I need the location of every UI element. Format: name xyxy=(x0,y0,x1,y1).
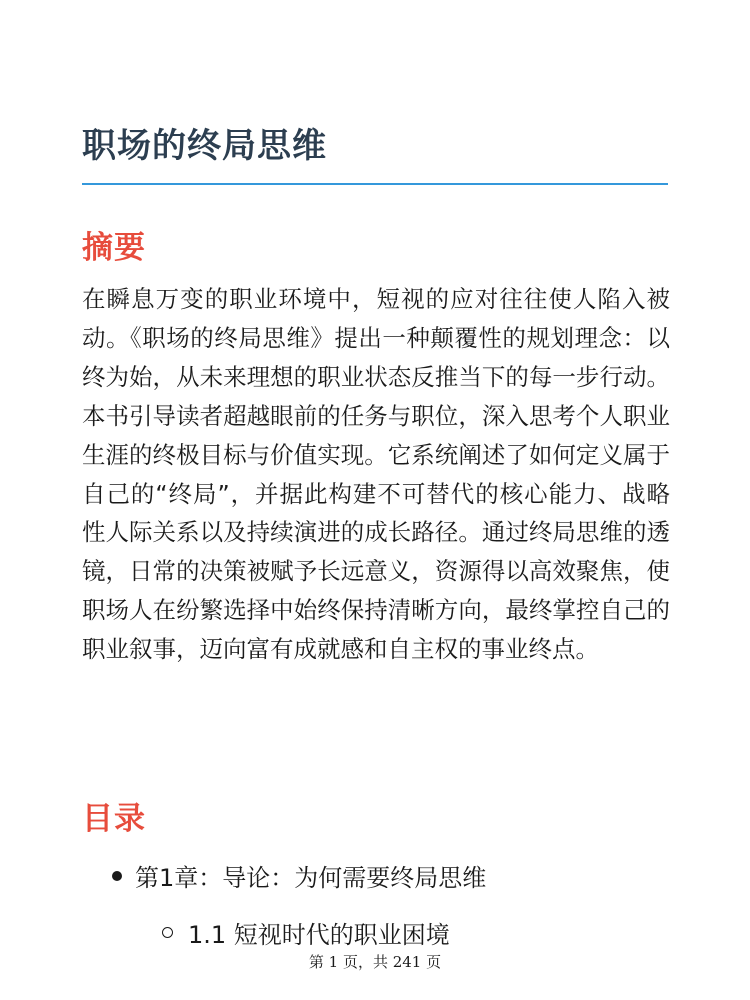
abstract-text: 在瞬息万变的职业环境中，短视的应对往往使人陷入被动。《职场的终局思维》提出一种颠覆性的规划理念：以终为始，从未来理想的职业状态反推当下的每一步行动。本书引导读者超越眼前的任务与职位，深入思考个人职业生涯的终极目标与价值实现。它系统阐述了如何定义属于自己的“终局”，并据此构建不可替代的核心能力、战略性人际关系以及持续演进的成长路径。通过终局思维的透镜，日常的决策被赋予长远意义，资源得以高效聚焦，使职场人在纷繁选择中始终保持清晰方向，最终掌控自己的职业叙事，迈向富有成就感和自主权的事业终点。 xyxy=(82,285,670,664)
toc-heading: 目录 xyxy=(82,801,146,837)
abstract-heading: 摘要 xyxy=(82,230,146,266)
document-title: 职场的终局思维 xyxy=(82,126,327,166)
bullet-circle-icon xyxy=(162,927,173,938)
toc-item-label: 第1章：导论：为何需要终局思维 xyxy=(135,864,487,892)
bullet-disc-icon xyxy=(112,871,122,881)
toc-item-chapter-1[interactable] xyxy=(112,858,486,893)
page-number-footer: 第 1 页，共 241 页 xyxy=(308,953,442,971)
toc-item-section-1-1[interactable] xyxy=(162,915,450,950)
title-divider xyxy=(82,183,668,185)
toc-item-label: 1.1 短视时代的职业困境 xyxy=(188,921,450,949)
